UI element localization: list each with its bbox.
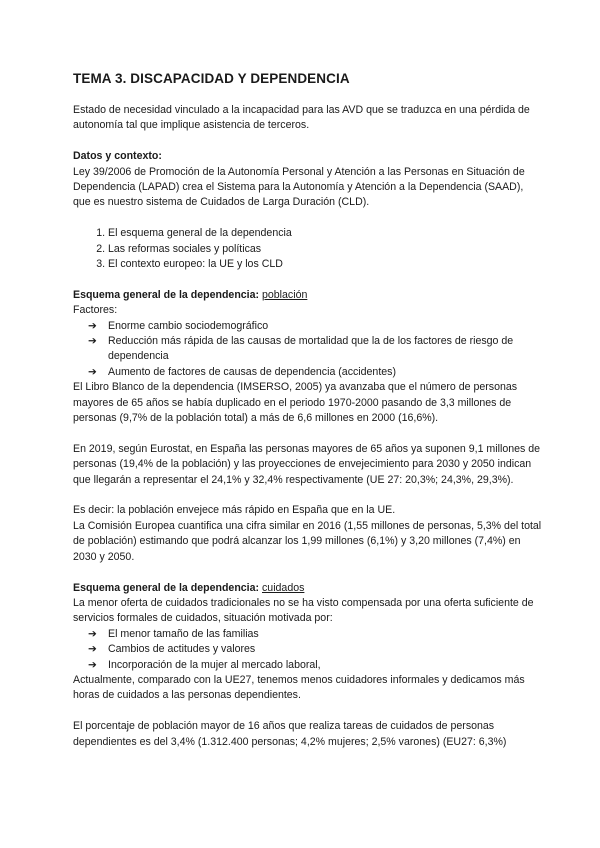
arrow-icon: ➔	[88, 658, 97, 671]
causes-list	[73, 627, 543, 673]
list-item: 1. El esquema general de la dependencia	[108, 226, 543, 241]
arrow-icon: ➔	[88, 335, 97, 348]
spacer	[73, 426, 543, 441]
document-title: TEMA 3. DISCAPACIDAD Y DEPENDENCIA	[73, 71, 350, 86]
spacer	[73, 704, 543, 719]
list-item-text: Reducción más rápida de las causas de mortalidad que la de los factores de riesgo de dependencia	[108, 335, 514, 363]
cuidados-heading	[73, 581, 543, 596]
actualmente-paragraph: Actualmente, comparado con la UE27, tenemos menos cuidadores informales y dedicamos más horas de cuidados a las personas dependientes.	[73, 673, 525, 702]
list-item	[88, 627, 543, 642]
list-item	[88, 365, 543, 380]
list-item: 2. Las reformas sociales y políticas	[108, 242, 543, 257]
list-item	[88, 642, 543, 657]
spacer	[73, 211, 543, 226]
spacer	[73, 488, 543, 503]
comision-paragraph: La Comisión Europea cuantifica una cifra similar en 2016 (1,55 millones de personas, 5,3% del total de población) estimando que podrá alcanzar los 1,99 millones (6,1%) y 3,20 millones (7,4%) en 2030 y 2050.	[73, 519, 542, 563]
arrow-icon: ➔	[88, 365, 97, 378]
factors-label: Factores:	[73, 304, 118, 317]
cuidados-heading-label: Esquema general de la dependencia:	[73, 581, 260, 594]
list-item	[88, 319, 543, 334]
eurostat-paragraph: En 2019, según Eurostat, en España las personas mayores de 65 años ya suponen 9,1 millones de personas (19,4% de la población) y las proyecciones de envejecimiento para 2030 y 2050 indican que llegarán a representar el 24,1% y 32,4% respectivamente (UE 27: 20,3%; 24,3%, 29,3%).	[73, 442, 541, 486]
spacer	[73, 272, 543, 287]
arrow-icon: ➔	[88, 319, 97, 332]
spacer	[73, 565, 543, 580]
topics-list	[73, 226, 543, 272]
factors-list	[73, 319, 543, 381]
list-item-text: Enorme cambio sociodemográfico	[108, 319, 269, 332]
cuidados-heading-topic: cuidados	[262, 581, 305, 594]
list-item-text: Incorporación de la mujer al mercado laboral,	[108, 658, 321, 671]
poblacion-heading-topic: población	[262, 288, 308, 301]
list-item	[88, 658, 543, 673]
list-item-text: Aumento de factores de causas de dependencia (accidentes)	[108, 365, 396, 378]
context-paragraph: Ley 39/2006 de Promoción de la Autonomía Personal y Atención a las Personas en Situación de Dependencia (LAPAD) crea el Sistema para la Autonomía y Atención a la Dependencia (SAAD), que es nuestro sistema de Cuidados de Larga Duración (CLD).	[73, 165, 525, 209]
libro-blanco-paragraph: El Libro Blanco de la dependencia (IMSERSO, 2005) ya avanzaba que el número de personas mayores de 65 años se había duplicado en el periodo 1970-2000 pasando de 3,3 millones de personas (9,7% de la población total) a más de 6,6 millones en 2000 (16,6%).	[73, 381, 518, 425]
list-item-text: El menor tamaño de las familias	[108, 627, 259, 640]
list-item-text: Cambios de actitudes y valores	[108, 643, 256, 656]
list-item	[88, 334, 543, 365]
poblacion-heading-label: Esquema general de la dependencia:	[73, 288, 260, 301]
es-decir-paragraph: Es decir: la población envejece más rápido en España que en la UE.	[73, 504, 396, 517]
spacer	[73, 134, 543, 149]
arrow-icon: ➔	[88, 643, 97, 656]
cuidados-intro-paragraph: La menor oferta de cuidados tradicionales no se ha visto compensada por una oferta suficiente de servicios formales de cuidados, situación motivada por:	[73, 596, 534, 625]
document-page	[73, 70, 543, 750]
porcentaje-paragraph: El porcentaje de población mayor de 16 años que realiza tareas de cuidados de personas dependientes es del 3,4% (1.312.400 personas; 4,2% mujeres; 2,5% varones) (EU27: 6,3%)	[73, 720, 507, 748]
list-item: 3. El contexto europeo: la UE y los CLD	[108, 257, 543, 272]
poblacion-heading	[73, 288, 543, 303]
intro-paragraph: Estado de necesidad vinculado a la incapacidad para las AVD que se traduzca en una pérdida de autonomía tal que implique asistencia de terceros.	[73, 104, 530, 132]
context-heading: Datos y contexto:	[73, 150, 162, 163]
arrow-icon: ➔	[88, 627, 97, 640]
